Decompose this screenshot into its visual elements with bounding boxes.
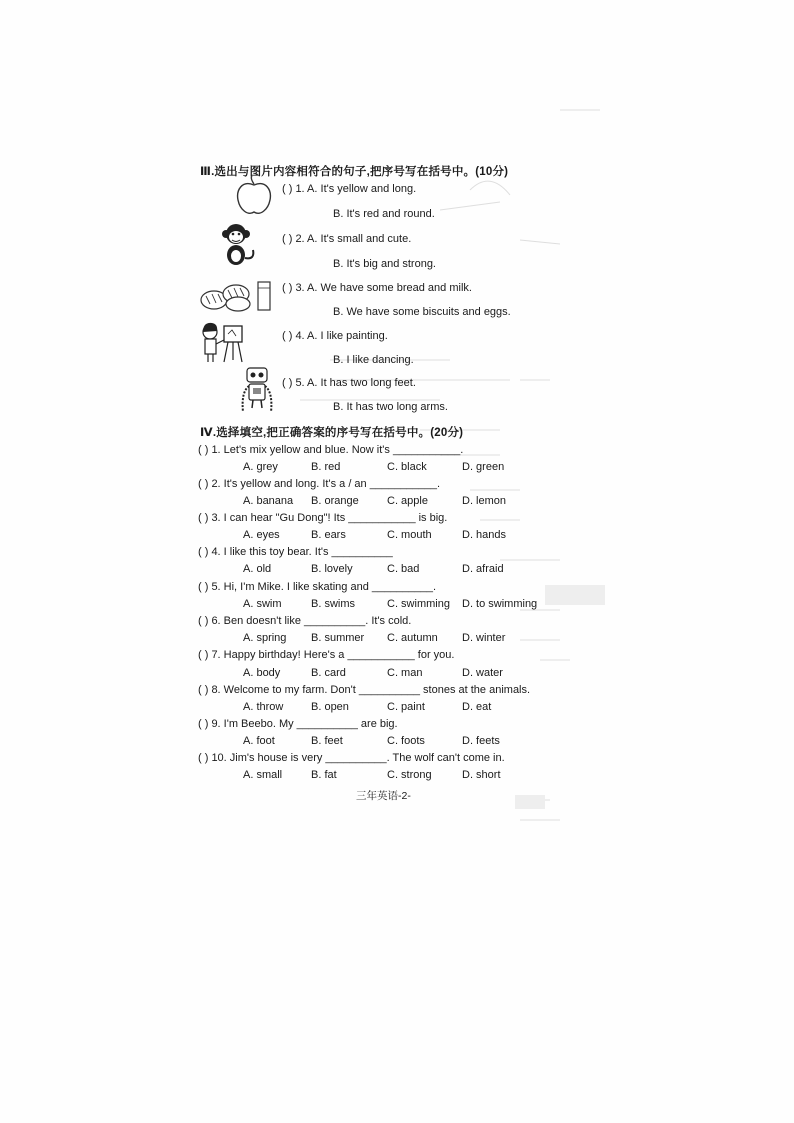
option-d: D. to swimming [462,598,538,610]
option-d: D. winter [462,632,506,644]
option-c: C. paint [387,701,425,713]
s4-q2: ( ) 2. It's yellow and long. It's a / an ___________. [198,478,441,490]
s3-q5-option-b: B. It has two long arms. [333,401,448,413]
option-c: C. strong [387,769,432,781]
option-b: B. orange [311,495,359,507]
s4-q10: ( ) 10. Jim's house is very __________. The wolf can't come in. [198,752,505,764]
option-a: A. eyes [243,529,280,541]
s4-q6: ( ) 6. Ben doesn't like __________. It's cold. [198,615,412,627]
option-b: B. card [311,667,346,679]
option-b: B. ears [311,529,346,541]
option-c: C. swimming [387,598,450,610]
option-a: A. spring [243,632,287,644]
option-c: C. bad [387,563,420,575]
section3-heading: Ⅲ.选出与图片内容相符合的句子,把序号写在括号中。(10分) [200,166,509,178]
section4-heading: Ⅳ.选择填空,把正确答案的序号写在括号中。(20分) [200,427,464,439]
s3-q3-option-b: B. We have some biscuits and eggs. [333,306,511,318]
s4-q7: ( ) 7. Happy birthday! Here's a ___________ for you. [198,649,455,661]
option-a: A. body [243,667,281,679]
option-a: A. swim [243,598,282,610]
option-b: B. fat [311,769,337,781]
option-b: B. swims [311,598,355,610]
s4-q5: ( ) 5. Hi, I'm Mike. I like skating and __________. [198,581,437,593]
apple-icon [236,176,272,221]
girl-painting-icon [200,322,246,369]
monkey-icon [218,222,256,273]
option-a: A. foot [243,735,275,747]
s3-q3: ( ) 3. A. We have some bread and milk. [282,282,472,294]
option-a: A. banana [243,495,294,507]
s4-q9: ( ) 9. I'm Beebo. My __________ are big. [198,718,398,730]
option-b: B. summer [311,632,365,644]
s4-q4: ( ) 4. I like this toy bear. It's __________ [198,546,393,558]
s3-q4: ( ) 4. A. I like painting. [282,330,388,342]
option-c: C. autumn [387,632,438,644]
s3-q1-option-b: B. It's red and round. [333,208,435,220]
s3-q2: ( ) 2. A. It's small and cute. [282,233,412,245]
robot-icon [240,366,274,421]
option-b: B. open [311,701,349,713]
option-d: D. water [462,667,503,679]
s3-q4-option-b: B. I like dancing. [333,354,414,366]
s4-q1: ( ) 1. Let's mix yellow and blue. Now it's ___________. [198,444,464,456]
s3-q1: ( ) 1. A. It's yellow and long. [282,183,417,195]
bread-milk-icon [200,280,278,317]
option-b: B. feet [311,735,343,747]
option-c: C. apple [387,495,428,507]
s3-q2-option-b: B. It's big and strong. [333,258,436,270]
option-a: A. grey [243,461,278,473]
option-a: A. throw [243,701,284,713]
s3-q5: ( ) 5. A. It has two long feet. [282,377,416,389]
option-a: A. small [243,769,283,781]
option-c: C. black [387,461,427,473]
option-c: C. man [387,667,423,679]
option-c: C. mouth [387,529,432,541]
option-b: B. red [311,461,341,473]
page-footer: 三年英语-2- [356,790,411,802]
option-d: D. hands [462,529,507,541]
option-d: D. short [462,769,501,781]
option-d: D. afraid [462,563,504,575]
option-d: D. eat [462,701,492,713]
option-d: D. green [462,461,505,473]
s4-q8: ( ) 8. Welcome to my farm. Don't __________ stones at the animals. [198,684,531,696]
option-c: C. foots [387,735,425,747]
s4-q3: ( ) 3. I can hear "Gu Dong"! Its ___________ is big. [198,512,448,524]
option-d: D. feets [462,735,500,747]
option-a: A. old [243,563,272,575]
option-b: B. lovely [311,563,353,575]
option-d: D. lemon [462,495,507,507]
